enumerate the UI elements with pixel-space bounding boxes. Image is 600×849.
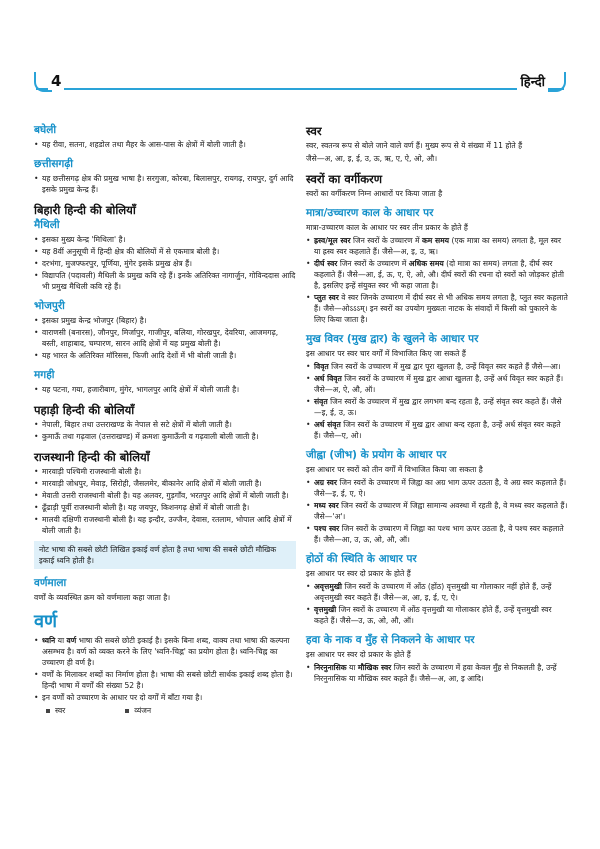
list-hava	[306, 662, 568, 684]
heading-bihari: बिहारी हिन्दी की बोलियाँ	[34, 203, 136, 217]
matra-intro: मात्रा-उच्चारण काल के आधार पर स्वर तीन प्रकार के होते हैं	[306, 223, 468, 232]
heading-hoth: होठों की स्थिति के आधार पर	[306, 553, 417, 565]
sub-item-swar: स्वर	[46, 705, 65, 716]
list-bhojpuri	[34, 315, 296, 361]
heading-magahi: मगही	[34, 369, 55, 381]
list-rajasthani	[34, 466, 296, 536]
square-bullet-icon	[46, 709, 50, 713]
mukh-intro: इस आधार पर स्वर चार वर्गों में विभाजित किए जा सकते हैं	[306, 349, 466, 358]
list-item: • अर्ध विवृत जिन स्वरों के उच्चारण में मुख द्वार आधा खुलता है, उन्हें अर्ध विवृत स्वर कहते हैं। जैसे—अ, ऐ, औ, ऑ।	[306, 373, 568, 395]
heading-varnamala: वर्णमाला	[34, 577, 67, 589]
list-varn	[34, 635, 296, 703]
list-magahi	[34, 384, 296, 395]
heading-swar: स्वर	[306, 124, 322, 138]
note-box: नोट भाषा की सबसे छोटी लिखित इकाई वर्ण होता है तथा भाषा की सबसे छोटी मौखिक इकाई ध्वनि होती है।	[34, 541, 296, 569]
heading-chhattisgarhi: छत्तीसगढ़ी	[34, 158, 73, 170]
list-item: • वाराणसी (बनारस), जौनपुर, मिर्जापुर, गाजीपुर, बलिया, गोरखपुर, देवरिया, आजमगढ़, बस्ती, शाहाबाद, चम्पारण, सारन आदि क्षेत्रों में यह प्रमुख बोली है।	[34, 327, 296, 349]
list-item: • इन वर्णों को उच्चारण के आधार पर दो वर्गों में बाँटा गया है।	[34, 692, 296, 703]
jihva-intro: इस आधार पर स्वरों को तीन वर्गों में विभाजित किया जा सकता है	[306, 465, 483, 474]
list-item: • कुमाऊँ तथा गढ़वाल (उत्तराखण्ड) में क्रमशः कुमाऊँनी व गढ़वाली बोली जाती है।	[34, 431, 296, 442]
list-item: • विद्यापति (पदावली) मैथिली के प्रमुख कवि रहे हैं। इनके अतिरिक्त नागार्जुन, गोविन्ददास आदि भी प्रमुख मैथिली कवि रहे हैं।	[34, 270, 296, 292]
heading-rajasthani: राजस्थानी हिन्दी की बोलियाँ	[34, 450, 150, 464]
list-item: • पश्च स्वर जिन स्वरों के उच्चारण में जिह्वा का पश्च भाग ऊपर उठता है, वे पश्च स्वर कहलाते हैं। जैसे—आ, उ, ऊ, ओ, औ, ऑ।	[306, 523, 568, 545]
hava-intro: इस आधार पर स्वर दो प्रकार के होते हैं	[306, 650, 411, 659]
list-maithili	[34, 234, 296, 292]
list-item: • निरनुनासिक या मौखिक स्वर जिन स्वरों के उच्चारण में हवा केवल मुँह से निकलती है, उन्हें निरनुनासिक या मौखिक स्वर कहते हैं। जैसे—अ, आ, इ आदि।	[306, 662, 568, 684]
subject-title: हिन्दी	[517, 72, 548, 90]
heading-maithili: मैथिली	[34, 219, 60, 231]
heading-mukh: मुख विवर (मुख द्वार) के खुलने के आधार पर	[306, 333, 479, 345]
list-item: • यह छत्तीसगढ़ क्षेत्र की प्रमुख भाषा है। सरगुजा, कोरबा, बिलासपुर, रायगढ़, रायपुर, दुर्ग आदि इसके प्रमुख केन्द्र हैं।	[34, 173, 296, 195]
list-chhattisgarhi	[34, 173, 296, 195]
list-item: • दीर्घ स्वर जिन स्वरों के उच्चारण में अधिक समय (दो मात्रा का समय) लगता है, दीर्घ स्वर कहलाते हैं। जैसे—आ, ई, ऊ, ए, ऐ, ओ, औ। दीर्घ स्वरों की रचना दो स्वरों को जोड़कर होती है, इसलिए इन्हें संयुक्त स्वर भी कहा जाता है।	[306, 258, 568, 291]
right-column	[306, 124, 568, 685]
list-item: • मारवाड़ी जोधपुर, मेवाड़, सिरोही, जैसलमेर, बीकानेर आदि क्षेत्रों में बोली जाती है।	[34, 478, 296, 489]
varn-sub-items	[34, 705, 296, 716]
list-item: • वृत्तमुखी जिन स्वरों के उच्चारण में ओंठ वृत्तमुखी या गोलाकार होते हैं, उन्हें वृत्तमुखी स्वर कहते हैं। जैसे—उ, ऊ, ओ, औ, ऑ।	[306, 604, 568, 626]
header-rule	[36, 88, 564, 90]
list-item: • यह 8वीं अनुसूची में हिन्दी क्षेत्र की बोलियों में से एकमात्र बोली है।	[34, 246, 296, 257]
list-mukh	[306, 361, 568, 441]
sub-item-vyanjan: व्यंजन	[125, 705, 151, 716]
list-item: • प्लुत स्वर वे स्वर जिनके उच्चारण में दीर्घ स्वर से भी अधिक समय लगता है, प्लुत स्वर कहलाते हैं। जैसे—ओऽऽऽम्। इन स्वरों का उपयोग मुख्यतः नाटक के संवादों में किसी को पुकारने के लिए किया जाता है।	[306, 292, 568, 325]
list-item: • इसका प्रमुख केन्द्र भोजपुर (बिहार) है।	[34, 315, 296, 326]
heading-classification: स्वरों का वर्गीकरण	[306, 172, 383, 186]
list-item: • यह भारत के अतिरिक्त मॉरिसस, फिजी आदि देशों में भी बोली जाती है।	[34, 350, 296, 361]
list-item: • मारवाड़ी पश्चिमी राजस्थानी बोली है।	[34, 466, 296, 477]
list-item: • अवृत्तमुखी जिन स्वरों के उच्चारण में ओंठ (होंठ) वृत्तमुखी या गोलाकार नहीं होते हैं, उन्हें अवृत्तमुखी स्वर कहते हैं। जैसे—अ, आ, इ, ई, ए, ऐ।	[306, 581, 568, 603]
list-item: • संवृत जिन स्वरों के उच्चारण में मुख द्वार लगभग बन्द रहता है, उन्हें संवृत स्वर कहते हैं। जैसे—इ, ई, उ, ऊ।	[306, 396, 568, 418]
list-jihva	[306, 477, 568, 545]
classification-text: स्वरों का वर्गीकरण निम्न आधारों पर किया जाता है	[306, 189, 443, 198]
heading-hava: हवा के नाक व मुँह से निकलने के आधार पर	[306, 634, 475, 646]
list-item: • मध्य स्वर जिन स्वरों के उच्चारण में जिह्वा सामान्य अवस्था में रहती है, वे मध्य स्वर कहलाते हैं। जैसे—'अ'।	[306, 500, 568, 522]
heading-bhojpuri: भोजपुरी	[34, 300, 65, 312]
list-item: • ह्रस्व/मूल स्वर जिन स्वरों के उच्चारण में कम समय (एक मात्रा का समय) लगता है, मूल स्वर या ह्रस्व स्वर कहलाते हैं। जैसे—अ, इ, उ, ऋ।	[306, 235, 568, 257]
list-item: • नेपाली, बिहार तथा उत्तराखण्ड के नेपाल से सटे क्षेत्रों में बोली जाती है।	[34, 419, 296, 430]
list-item: • मेवाती उत्तरी राजस्थानी बोली है। यह अलवर, गुड़गाँव, भरतपुर आदि क्षेत्रों में बोली जाती है।	[34, 490, 296, 501]
page-number: 4	[48, 72, 64, 90]
swar-text: स्वर, स्वतन्त्र रूप से बोले जाने वाले वर्ण हैं। मुख्य रूप से ये संख्या में 11 होते हैं	[306, 141, 523, 150]
heading-pahadi: पहाड़ी हिन्दी की बोलियाँ	[34, 403, 135, 417]
list-item: • ढूँढाड़ी पूर्वी राजस्थानी बोली है। यह जयपुर, किशनगढ़ क्षेत्रों में बोली जाती है।	[34, 502, 296, 513]
list-item: • इसका मुख्य केन्द्र 'मिथिला' है।	[34, 234, 296, 245]
left-column	[34, 124, 296, 716]
list-item: • वर्णों के मिलाकर शब्दों का निर्माण होता है। भाषा की सबसे छोटी सार्थक इकाई शब्द होता है। हिन्दी भाषा में वर्णों की संख्या 52 है।	[34, 669, 296, 691]
square-bullet-icon	[125, 709, 129, 713]
heading-matra: मात्रा/उच्चारण काल के आधार पर	[306, 207, 434, 219]
list-item: • विवृत जिन स्वरों के उच्चारण में मुख द्वार पूरा खुलता है, उन्हें विवृत स्वर कहते हैं जैसे—आ।	[306, 361, 568, 372]
heading-jihva: जीह्वा (जीभ) के प्रयोग के आधार पर	[306, 449, 447, 461]
list-item: • यह रीवा, सतना, शहडोल तथा मैहर के आस-पास के क्षेत्रों में बोली जाती है।	[34, 139, 296, 150]
list-item: • यह पटना, गया, हजारीबाग, मुंगेर, भागलपुर आदि क्षेत्रों में बोली जाती है।	[34, 384, 296, 395]
list-hoth	[306, 581, 568, 626]
hoth-intro: इस आधार पर स्वर दो प्रकार के होते हैं	[306, 569, 411, 578]
swar-examples: जैसे—अ, आ, इ, ई, उ, ऊ, ऋ, ए, ऐ, ओ, औ।	[306, 154, 438, 163]
list-item: • अर्ध संवृत जिन स्वरों के उच्चारण में मुख द्वार आधा बन्द रहता है, उन्हें अर्ध संवृत स्वर कहते हैं। जैसे—ए, ओ।	[306, 419, 568, 441]
list-item: • दरभंगा, मुजफ्फरपुर, पूर्णिया, मुंगेर इसके प्रमुख क्षेत्र हैं।	[34, 258, 296, 269]
page-header	[0, 68, 600, 102]
list-matra	[306, 235, 568, 325]
list-item: • मालवी दक्षिणी राजस्थानी बोली है। यह इन्दौर, उज्जैन, देवास, रतलाम, भोपाल आदि क्षेत्रों में बोली जाती है।	[34, 514, 296, 536]
varnamala-text: वर्णों के व्यवस्थित क्रम को वर्णमाला कहा जाता है।	[34, 593, 171, 602]
heading-varn: वर्ण	[34, 611, 58, 632]
list-item: • अग्र स्वर जिन स्वरों के उच्चारण में जिह्वा का अग्र भाग ऊपर उठता है, वे अग्र स्वर कहलाते हैं। जैसे—इ, ई, ए, ऐ।	[306, 477, 568, 499]
list-pahadi	[34, 419, 296, 442]
list-bagheli	[34, 139, 296, 150]
list-item: • ध्वनि या वर्ण भाषा की सबसे छोटी इकाई है। इसके बिना शब्द, वाक्य तथा भाषा की कल्पना असम्भव है। वर्ण को व्यक्त करने के लिए 'ध्वनि-चिह्न' का प्रयोग होता है। ध्वनि-चिह्न का उच्चारण ही वर्ण है।	[34, 635, 296, 668]
heading-bagheli: बघेली	[34, 124, 57, 136]
